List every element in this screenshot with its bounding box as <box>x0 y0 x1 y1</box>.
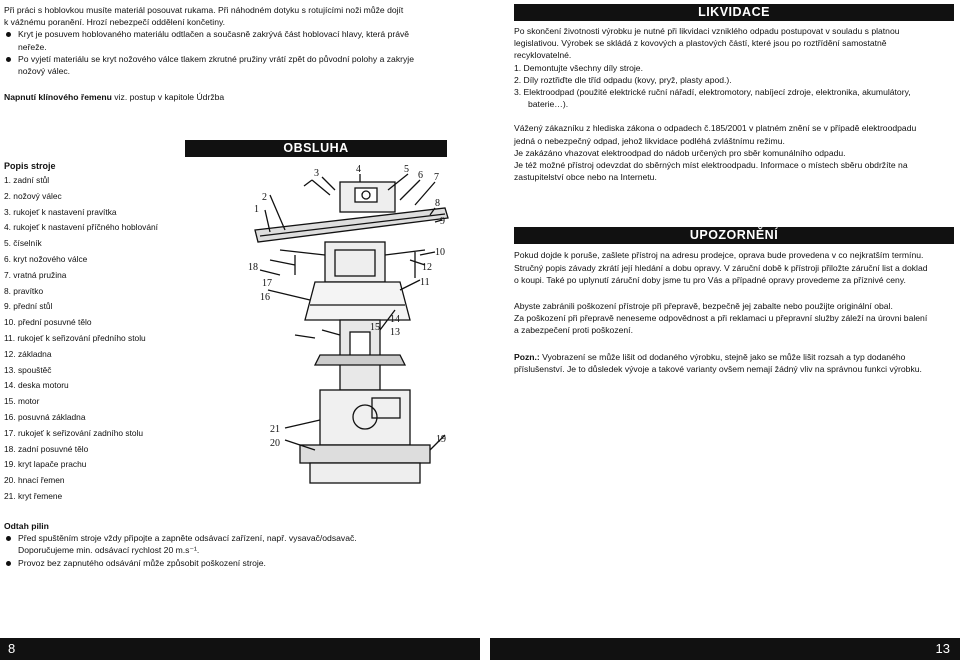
law-text: Je zakázáno vhazovat elektroodpad do nádob určených pro sběr komunálního odpadu. <box>514 147 846 158</box>
part-item: 8. pravítko <box>4 285 44 296</box>
obsluha-heading: OBSLUHA <box>185 140 447 157</box>
likvidace-text: recyklovatelné. <box>514 50 572 61</box>
transport-text: Za poškození při přepravě neneseme odpovědnost a při reklamaci u přepravní služby záleží na úrovni balení <box>514 313 928 324</box>
diagram-label-18: 18 <box>248 262 258 273</box>
note-text: Pozn.: Vyobrazení se může lišit od dodaného výrobku, stejně jako se může lišit rozsah a typ dodaného <box>514 351 906 362</box>
part-item: 1. zadní stůl <box>4 175 50 185</box>
diagram-label-8: 8 <box>435 198 440 209</box>
upozorneni-heading: UPOZORNĚNÍ <box>514 227 954 244</box>
dust-bullet: Provoz bez zapnutého odsávání může způsobit poškození stroje. <box>4 557 474 569</box>
diagram-label-17: 17 <box>262 278 272 289</box>
intro-line: Při práci s hoblovkou musíte materiál posouvat rukama. Při náhodném dotyku s rotujícími noži může dojít <box>4 5 404 15</box>
law-text: zastupitelství obce nebo na Internetu. <box>514 172 657 183</box>
intro-line: k vážnému poranění. Hrozí nebezpečí oddělení končetiny. <box>4 17 226 28</box>
intro-bullet: Kryt je posuvem hoblovaného materiálu odtlačen a současně zakrývá část hoblovací hlavy, která právě neřeže. <box>4 28 474 52</box>
likvidace-step: 1. Demontujte všechny díly stroje. <box>514 62 643 73</box>
note-text: příslušenství. Je to důsledek vývoje a takové varianty ovšem nemají žádný vliv na správnou funkci výrobku. <box>514 363 922 374</box>
part-item: 11. rukojeť k seřizování předního stolu <box>4 332 146 343</box>
parts-list <box>4 160 184 505</box>
diagram-label-11: 11 <box>420 277 430 288</box>
diagram-label-15: 15 <box>370 322 380 333</box>
law-text: Vážený zákazníku z hlediska zákona o odpadech č.185/2001 v platném znění se v případě elektroodpadu <box>514 123 917 134</box>
warning-text: Stručný popis závady zkrátí její hledání a dobu opravy. V záruční době k přístroji přiložte záruční list a doklad <box>514 262 928 273</box>
belt-paragraph: Napnutí klínového řemenu viz. postup v kapitole Údržba <box>4 92 225 103</box>
part-item: 3. rukojeť k nastavení pravítka <box>4 206 117 217</box>
likvidace-steps <box>514 62 954 111</box>
diagram-label-14: 14 <box>390 314 400 325</box>
part-item: 17. rukojeť k seřizování zadního stolu <box>4 427 144 438</box>
part-item: 21. kryt řemene <box>4 490 63 501</box>
transport-text: Abyste zabránili poškození přístroje při přepravě, bezpečně jej zabalte nebo použijte originální obal. <box>514 301 893 312</box>
dust-title: Odtah pilin <box>4 521 49 531</box>
diagram-label-1: 1 <box>254 204 259 215</box>
obsluha-section <box>185 140 447 157</box>
diagram-label-21: 21 <box>270 424 280 435</box>
diagram-label-9: 9 <box>440 216 445 227</box>
likvidace-heading: LIKVIDACE <box>514 4 954 21</box>
diagram-label-20: 20 <box>270 438 280 449</box>
part-item: 20. hnací řemen <box>4 475 65 486</box>
belt-label: Napnutí klínového řemenu <box>4 92 112 103</box>
left-page-top <box>4 4 474 103</box>
law-text: jedná o nebezpečný odpad, jehož likvidace podléhá zvláštnímu režimu. <box>514 135 785 146</box>
warning-text: o koupi. Také po uplynutí záruční doby jsme tu pro Vás a případné opravy provedeme za příznivé ceny. <box>514 274 906 285</box>
part-item: 9. přední stůl <box>4 301 53 312</box>
part-item: 5. číselník <box>4 238 42 249</box>
diagram-label-2: 2 <box>262 192 267 203</box>
diagram-label-13: 13 <box>390 327 400 338</box>
dust-extraction-section <box>4 520 474 569</box>
parts-title: Popis stroje <box>4 161 56 171</box>
part-item: 6. kryt nožového válce <box>4 253 88 264</box>
diagram-label-4: 4 <box>356 164 361 175</box>
part-item: 7. vratná pružina <box>4 269 67 280</box>
diagram-label-12: 12 <box>422 262 432 273</box>
part-item: 19. kryt lapače prachu <box>4 459 87 470</box>
diagram-label-7: 7 <box>434 172 439 183</box>
diagram-label-19: 19 <box>436 434 446 445</box>
part-item: 12. základna <box>4 348 52 359</box>
transport-text: a zabezpečení proti poškození. <box>514 325 633 336</box>
note-label: Pozn.: <box>514 351 540 362</box>
intro-bullet: Po vyjetí materiálu se kryt nožového válce tlakem zkrutné pružiny vrátí zpět do původní polohy a zakryje nožový válec. <box>4 53 474 77</box>
likvidace-step-cont: baterie…). <box>528 99 569 110</box>
part-item: 2. nožový válec <box>4 190 62 201</box>
part-item: 15. motor <box>4 396 40 407</box>
diagram-label-16: 16 <box>260 292 270 303</box>
diagram-label-10: 10 <box>435 247 445 258</box>
machine-diagram <box>240 160 455 490</box>
likvidace-step: 2. Díly roztřiďte dle tříd odpadu (kovy, pryž, plasty apod.). <box>514 74 732 85</box>
page-number-left: 8 <box>0 638 480 660</box>
part-item: 4. rukojeť k nastavení příčného hoblování <box>4 222 158 233</box>
warning-text: Pokud dojde k poruše, zašlete přístroj na adresu prodejce, oprava bude provedena v co nejkratším termínu. <box>514 250 924 261</box>
part-item: 10. přední posuvné tělo <box>4 317 92 328</box>
right-page <box>514 4 954 375</box>
diagram-label-3: 3 <box>314 168 319 179</box>
part-item: 18. zadní posuvné tělo <box>4 443 89 454</box>
part-item: 14. deska motoru <box>4 380 69 391</box>
diagram-label-5: 5 <box>404 164 409 175</box>
diagram-label-6: 6 <box>418 170 423 181</box>
part-item: 16. posuvná základna <box>4 411 86 422</box>
part-item: 13. spouštěč <box>4 364 52 375</box>
law-text: Je též možné přístroj odevzdat do sběrných míst elektroodpadu. Informace o místech sběru obdržíte na <box>514 160 908 171</box>
page-number-right: 13 <box>490 638 960 660</box>
likvidace-text: Po skončení životnosti výrobku je nutné při likvidaci vzniklého odpadu postupovat v souladu s platnou <box>514 26 900 36</box>
dust-bullet: Před spuštěním stroje vždy připojte a zapněte odsávací zařízení, např. vysavač/odsavač. Doporučujeme min. odsávací rychlost 20 m.s⁻¹. <box>4 532 474 556</box>
likvidace-step: 3. Elektroodpad (použité elektrické ruční nářadí, elektromotory, nabíjecí zdroje, elektronika, akumulátory, <box>514 87 911 98</box>
likvidace-text: legislativou. Výrobek se skládá z kovových a plastových částí, které jsou po roztřídění samostatně <box>514 38 887 49</box>
